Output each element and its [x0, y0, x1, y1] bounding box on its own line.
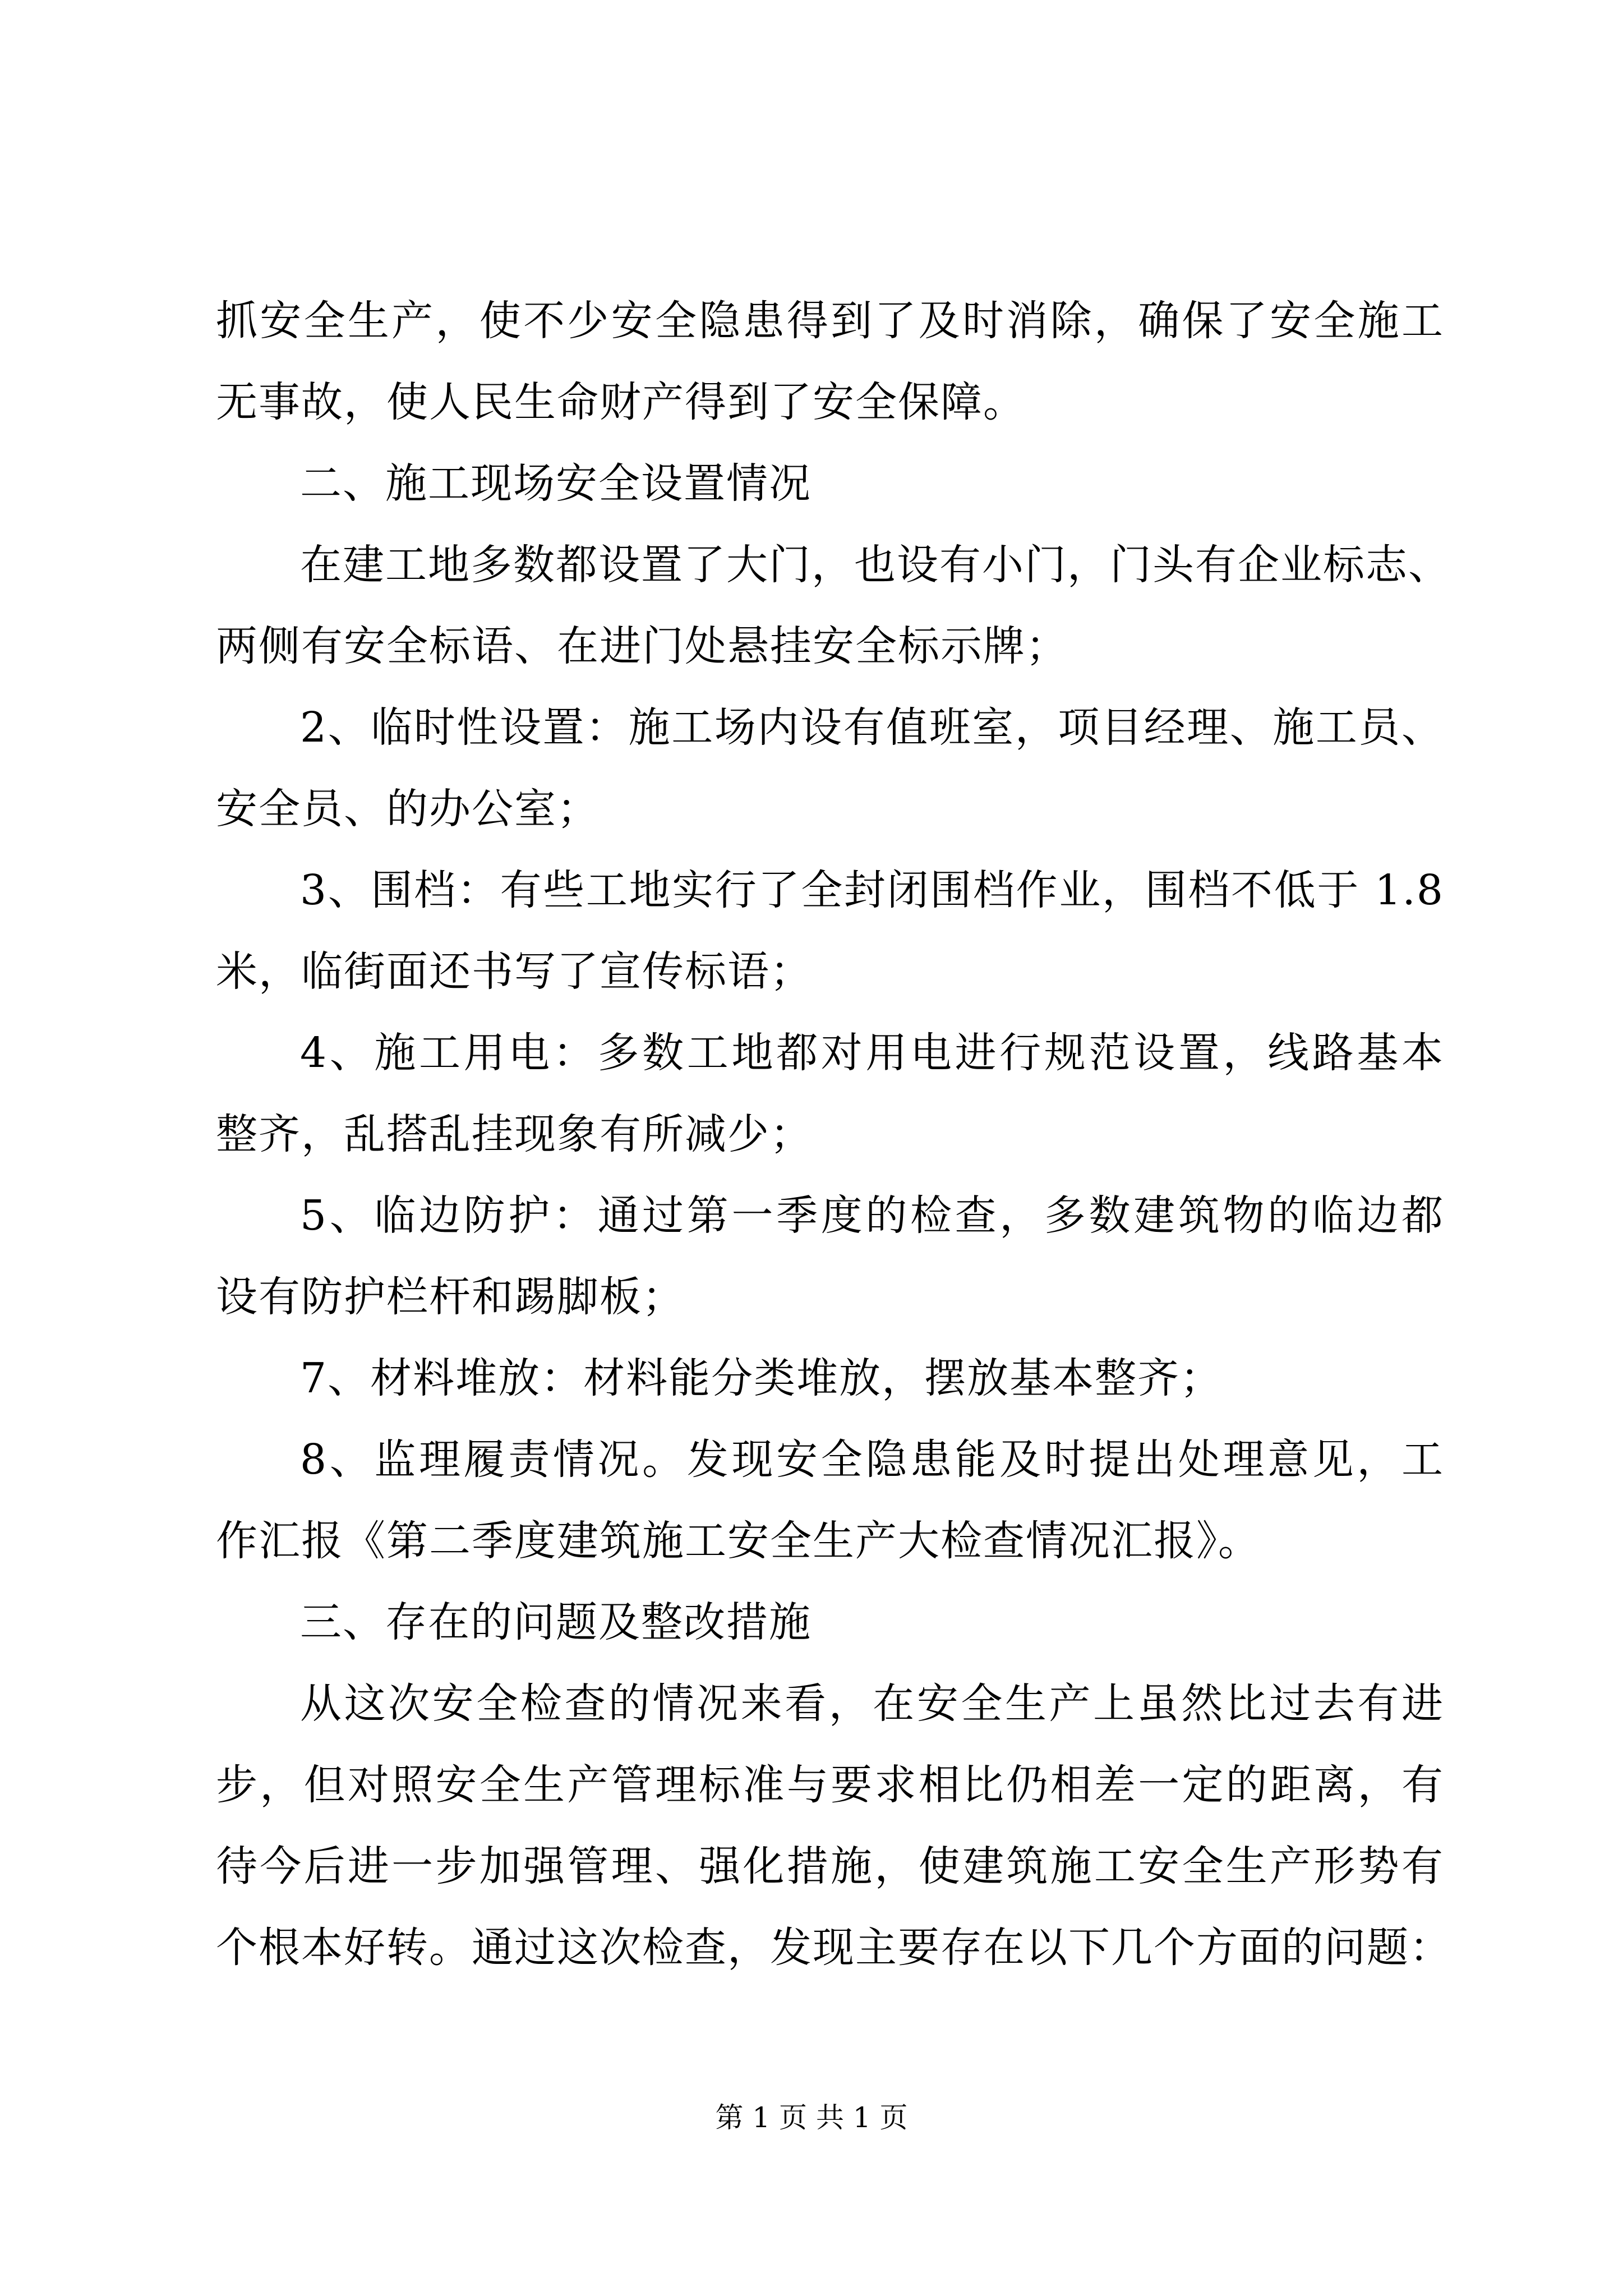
paragraph-line: 待今后进一步加强管理、强化措施，使建筑施工安全生产形势有: [216, 1842, 1444, 1890]
page-footer: 第 1 页 共 1 页: [715, 2101, 908, 2134]
paragraph-line: 在建工地多数都设置了大门，也设有小门，门头有企业标志、: [300, 541, 1451, 589]
paragraph-line: 2、临时性设置：施工场内设有值班室，项目经理、施工员、: [300, 703, 1444, 752]
paragraph-line: 8、监理履责情况。发现安全隐患能及时提出处理意见，工: [300, 1435, 1444, 1484]
paragraph-line: 整齐，乱搭乱挂现象有所减少；: [216, 1110, 813, 1158]
document-body: [216, 280, 1452, 1989]
section-heading: 三、存在的问题及整改措施: [300, 1598, 811, 1646]
paragraph-line: 安全员、的办公室；: [216, 785, 600, 833]
paragraph-line: 无事故，使人民生命财产得到了安全保障。: [216, 378, 1026, 426]
paragraph-line: 两侧有安全标语、在进门处悬挂安全标示牌；: [216, 622, 1068, 670]
paragraph-line: 5、临边防护：通过第一季度的检查，多数建筑物的临边都: [300, 1191, 1444, 1240]
paragraph-line: 设有防护栏杆和踢脚板；: [216, 1273, 685, 1321]
paragraph-line: 个根本好转。通过这次检查，发现主要存在以下几个方面的问题：: [216, 1924, 1452, 1972]
paragraph-line: 步，但对照安全生产管理标准与要求相比仍相差一定的距离，有: [216, 1761, 1444, 1809]
paragraph-line: 抓安全生产，使不少安全隐患得到了及时消除，确保了安全施工: [216, 297, 1444, 345]
paragraph-line: 7、材料堆放：材料能分类堆放，摆放基本整齐；: [300, 1354, 1223, 1402]
paragraph-line: 从这次安全检查的情况来看，在安全生产上虽然比过去有进: [300, 1680, 1444, 1728]
section-heading: 二、施工现场安全设置情况: [300, 459, 811, 508]
paragraph-line: 4、施工用电：多数工地都对用电进行规范设置，线路基本: [300, 1029, 1444, 1077]
paragraph-line: 3、围档：有些工地实行了全封闭围档作业，围档不低于 1.8: [300, 866, 1444, 914]
paragraph-line: 作汇报《第二季度建筑施工安全生产大检查情况汇报》。: [216, 1517, 1261, 1565]
paragraph-line: 米，临街面还书写了宣传标语；: [216, 947, 813, 996]
